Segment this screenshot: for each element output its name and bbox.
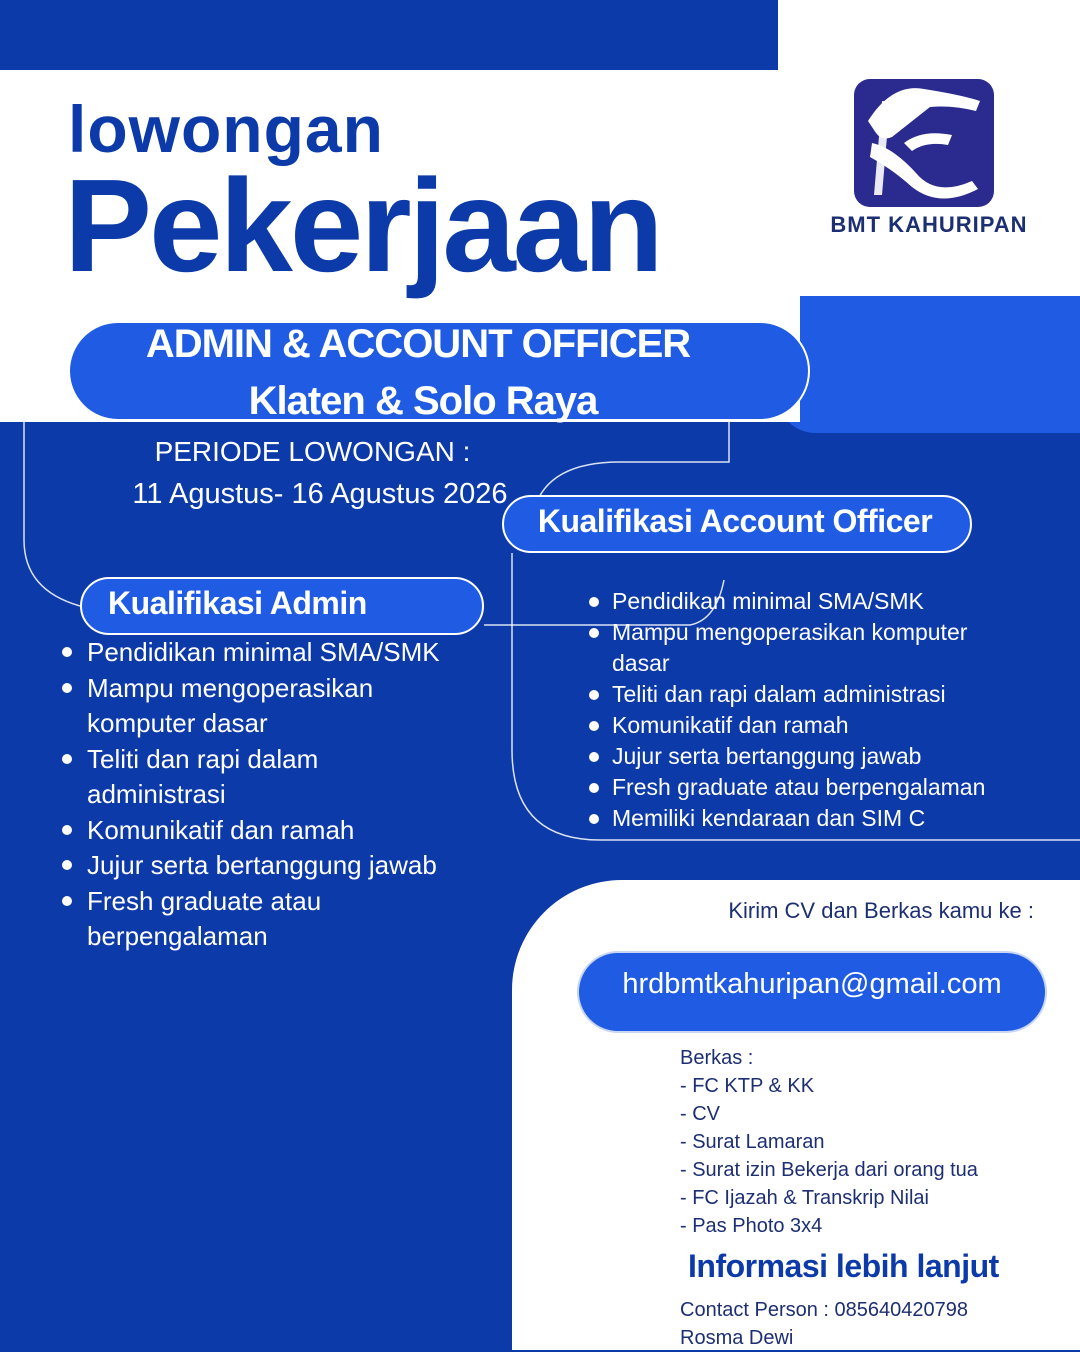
list-item: - CV xyxy=(680,1103,720,1125)
berkas-list xyxy=(680,1044,978,1240)
list-item: Jujur serta bertanggung jawab xyxy=(588,741,1008,772)
email-link[interactable]: hrdbmtkahuripan@gmail.com xyxy=(622,968,1002,1000)
info-title: Informasi lebih lanjut xyxy=(688,1248,999,1284)
send-cv-label: Kirim CV dan Berkas kamu ke : xyxy=(728,898,1034,923)
list-item: Memiliki kendaraan dan SIM C xyxy=(588,803,1008,834)
list-item: Pendidikan minimal SMA/SMK xyxy=(588,586,1008,617)
bmt-kahuripan-logo-icon xyxy=(852,77,996,209)
contact-info xyxy=(680,1296,968,1352)
contact-name: Rosma Dewi xyxy=(680,1327,794,1349)
period-dates: 11 Agustus- 16 Agustus 2026 xyxy=(132,478,508,510)
admin-qualifications xyxy=(60,635,460,955)
period-label: PERIODE LOWONGAN : xyxy=(154,436,471,467)
list-item: Pendidikan minimal SMA/SMK xyxy=(60,635,460,671)
berkas-label: Berkas : xyxy=(680,1047,754,1069)
list-item: Mampu mengoperasikan komputer dasar xyxy=(588,617,1008,679)
title-lowongan: lowongan xyxy=(68,92,384,166)
job-location: Klaten & Solo Raya xyxy=(248,379,598,423)
list-item: Teliti dan rapi dalam administrasi xyxy=(588,679,1008,710)
list-item: Jujur serta bertanggung jawab xyxy=(60,848,460,884)
list-item: - FC KTP & KK xyxy=(680,1075,815,1097)
list-item: - Surat Lamaran xyxy=(680,1131,825,1153)
job-title: ADMIN & ACCOUNT OFFICER xyxy=(145,322,691,366)
contact-person: Contact Person : 085640420798 xyxy=(680,1299,968,1321)
title-pekerjaan: Pekerjaan xyxy=(64,152,661,299)
list-item: - Pas Photo 3x4 xyxy=(680,1215,823,1237)
list-item: Komunikatif dan ramah xyxy=(588,710,1008,741)
list-item: Komunikatif dan ramah xyxy=(60,813,460,849)
account-officer-heading: Kualifikasi Account Officer xyxy=(537,503,933,539)
list-item: Fresh graduate atau berpengalaman xyxy=(60,884,460,955)
list-item: Teliti dan rapi dalam administrasi xyxy=(60,742,460,813)
account-officer-qualifications xyxy=(588,586,1008,834)
list-item: Mampu mengoperasikan komputer dasar xyxy=(60,671,460,742)
list-item: - FC Ijazah & Transkrip Nilai xyxy=(680,1187,929,1209)
admin-heading: Kualifikasi Admin xyxy=(108,585,367,621)
logo-text: BMT KAHURIPAN xyxy=(830,212,1028,237)
list-item: Fresh graduate atau berpengalaman xyxy=(588,772,1008,803)
list-item: - Surat izin Bekerja dari orang tua xyxy=(680,1159,978,1181)
